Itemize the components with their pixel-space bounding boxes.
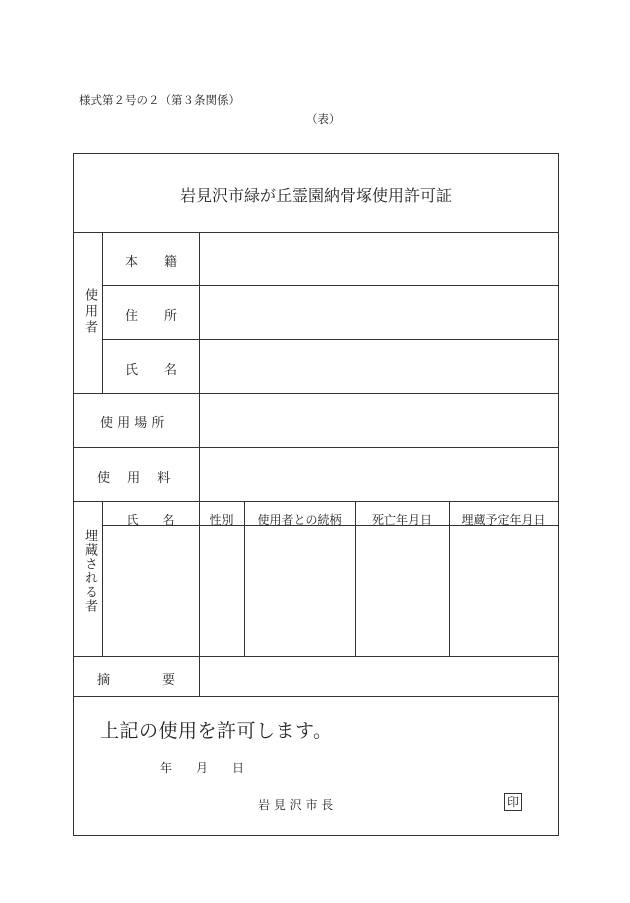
rule-user-bottom [74, 393, 558, 394]
col-burial-date: 埋蔵予定年月日 [461, 513, 546, 527]
rule-remarks-bottom [74, 696, 558, 697]
permit-frame [73, 153, 559, 836]
rule-address-bottom [102, 339, 558, 340]
label-name: 氏 名 [125, 363, 178, 378]
rule-burial-bottom [74, 656, 558, 657]
issuer-title: 岩 見 沢 市 長 [258, 798, 334, 812]
rule-user-label-right [102, 232, 103, 393]
rule-label-column-right [199, 232, 200, 696]
rule-fee-bottom [74, 501, 558, 502]
seal-mark: 印 [504, 793, 522, 811]
col-gender: 性別 [209, 513, 234, 527]
col-relation: 使用者との続柄 [257, 513, 342, 527]
label-remarks: 摘 要 [97, 673, 176, 688]
burial-section-label: 埋蔵される者 [82, 529, 97, 613]
approval-date: 年 月 日 [160, 761, 245, 775]
col-death-date: 死亡年月日 [371, 513, 432, 527]
label-usage-fee: 使 用 料 [97, 471, 171, 486]
user-section-label: 使用者 [82, 288, 97, 336]
form-number: 様式第２号の２（第３条関係） [79, 93, 240, 107]
rule-place-bottom [74, 447, 558, 448]
label-usage-place: 使 用 場 所 [100, 416, 165, 431]
approval-statement: 上記の使用を許可します。 [100, 720, 333, 742]
rule-honseki-bottom [102, 285, 558, 286]
col-name: 氏 名 [126, 513, 175, 527]
side-label: （表） [306, 112, 341, 126]
rule-title-bottom [74, 232, 558, 233]
label-honseki: 本 籍 [125, 255, 178, 270]
label-address: 住 所 [125, 309, 178, 324]
permit-title: 岩見沢市緑が丘霊園納骨塚使用許可証 [179, 186, 452, 205]
